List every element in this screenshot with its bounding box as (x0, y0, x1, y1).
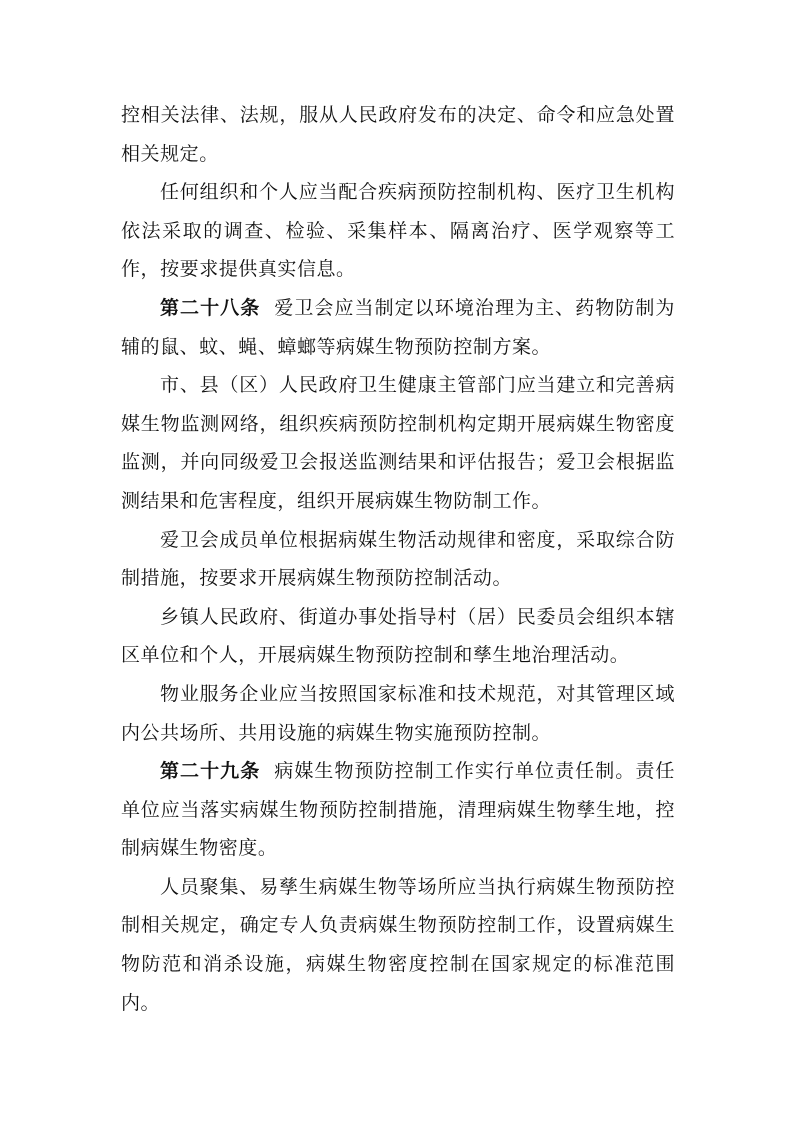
article-number: 第二十八条 (160, 296, 261, 319)
paragraph-text: 病媒生物预防控制工作实行单位责任制。责任单位应当落实病媒生物预防控制措施，清理病媒生物孳生地，控制病媒生物密度。 (121, 760, 675, 860)
paragraph (121, 521, 675, 598)
article-paragraph (121, 752, 675, 868)
article-paragraph (121, 289, 675, 366)
paragraph (121, 366, 675, 520)
paragraph (121, 173, 675, 289)
paragraph-text: 物业服务企业应当按照国家标准和技术规范，对其管理区域内公共场所、共用设施的病媒生物实施预防控制。 (121, 682, 675, 744)
paragraph-text: 控相关法律、法规，服从人民政府发布的决定、命令和应急处置相关规定。 (121, 104, 675, 165)
paragraph-text: 市、县（区）人民政府卫生健康主管部门应当建立和完善病媒生物监测网络，组织疾病预防控制机构定期开展病媒生物密度监测，并向同级爱卫会报送监测结果和评估报告；爱卫会根据监测结果和危害程度，组织开展病媒生物防制工作。 (121, 374, 675, 512)
paragraph (121, 868, 675, 1022)
paragraph-text: 爱卫会应当制定以环境治理为主、药物防制为辅的鼠、蚊、蝇、蟑螂等病媒生物预防控制方案。 (121, 296, 675, 358)
paragraph-text: 任何组织和个人应当配合疾病预防控制机构、医疗卫生机构依法采取的调查、检验、采集样本、隔离治疗、医学观察等工作，按要求提供真实信息。 (121, 181, 675, 281)
paragraph (121, 675, 675, 752)
paragraph-text: 人员聚集、易孳生病媒生物等场所应当执行病媒生物预防控制相关规定，确定专人负责病媒生物预防控制工作，设置病媒生物防范和消杀设施，病媒生物密度控制在国家规定的标准范围内。 (121, 875, 675, 1014)
document-body (121, 96, 675, 1022)
article-number: 第二十九条 (160, 760, 261, 783)
paragraph (121, 598, 675, 675)
paragraph-text: 爱卫会成员单位根据病媒生物活动规律和密度，采取综合防制措施，按要求开展病媒生物预防控制活动。 (121, 528, 675, 590)
paragraph (121, 96, 675, 173)
paragraph-text: 乡镇人民政府、街道办事处指导村（居）民委员会组织本辖区单位和个人，开展病媒生物预防控制和孳生地治理活动。 (121, 605, 675, 667)
